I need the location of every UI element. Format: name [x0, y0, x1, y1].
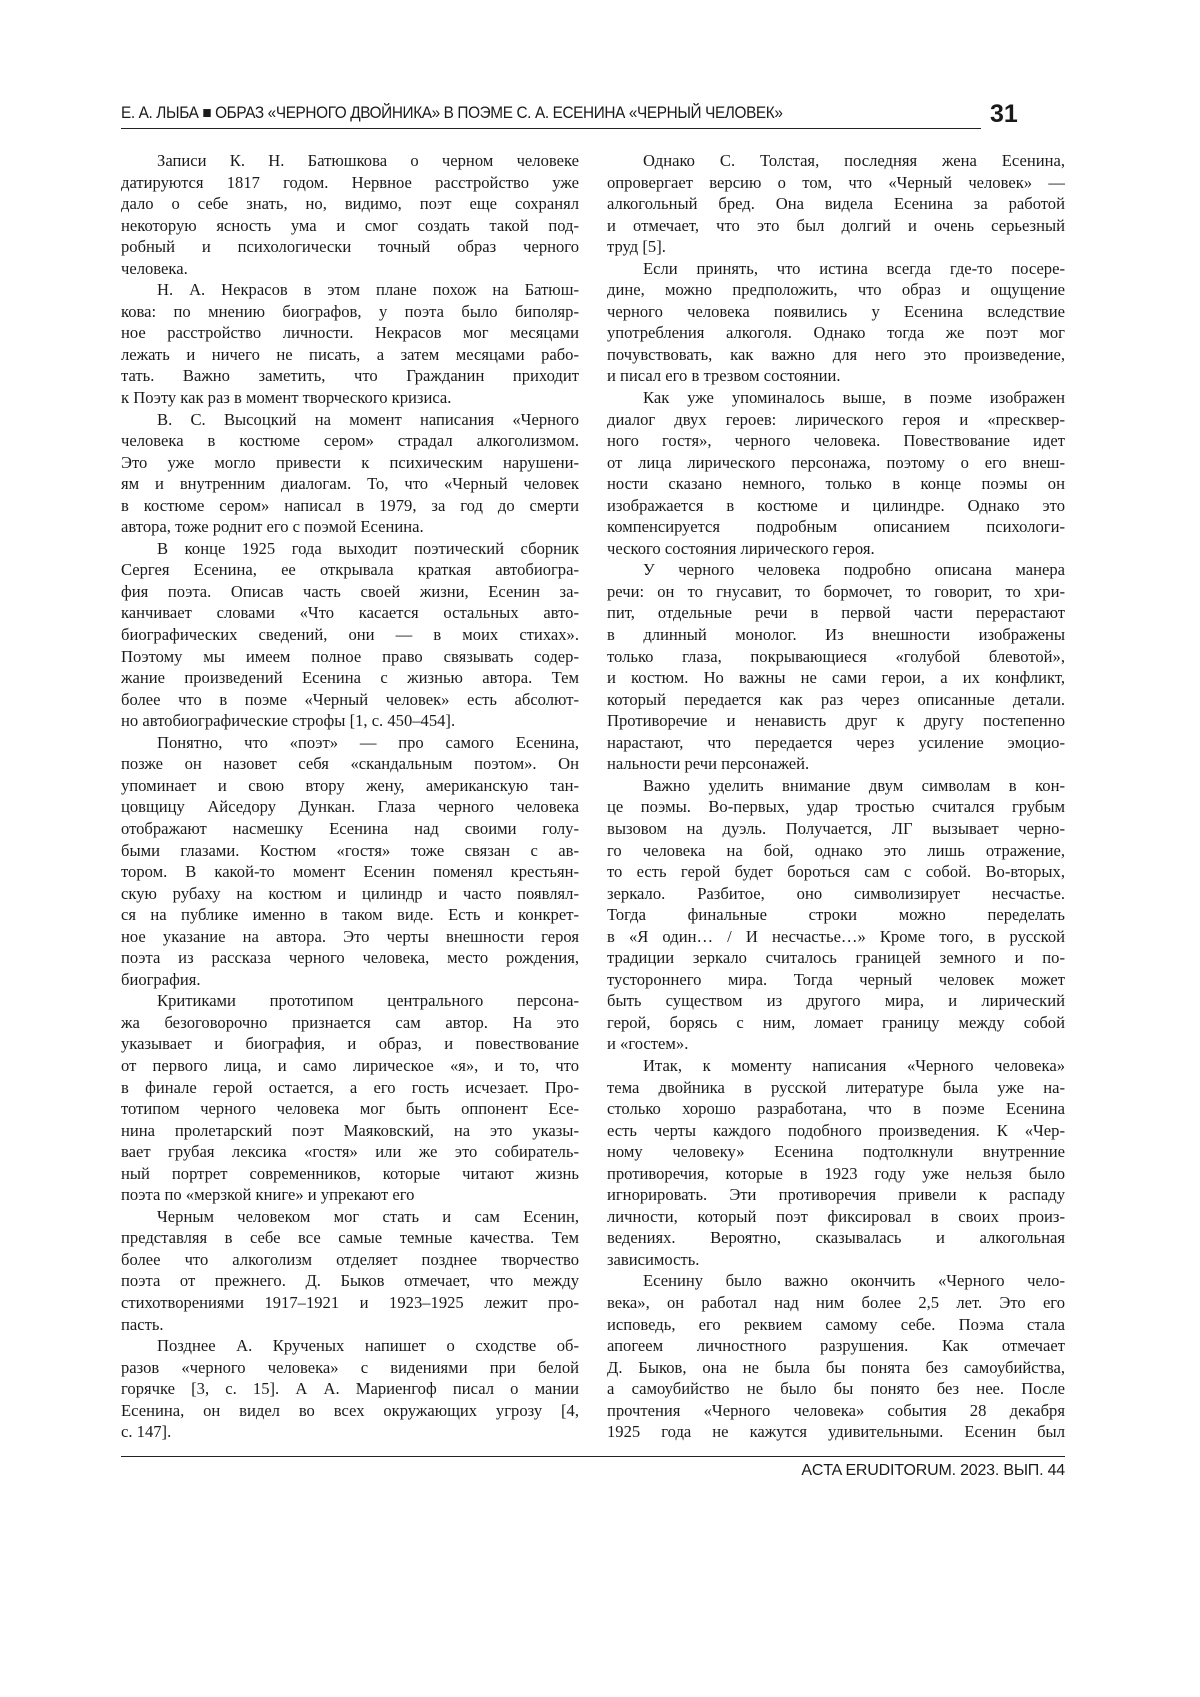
text-line: зеркало. Разбитое, оно символизирует несчастье.	[607, 883, 1065, 905]
text-line: употребления алкоголя. Однако тогда же поэт мог	[607, 322, 1065, 344]
paragraph	[121, 732, 579, 991]
text-line: игнорировать. Эти противоречия привели к распаду	[607, 1184, 1065, 1206]
text-line: и «гостем».	[607, 1033, 1065, 1055]
text-line: В конце 1925 года выходит поэтический сборник	[121, 538, 579, 560]
text-line: Противоречие и ненависть друг к другу постепенно	[607, 710, 1065, 732]
text-line: Понятно, что «поэт» — про самого Есенина,	[121, 732, 579, 754]
text-line: тотипом черного человека мог быть оппонент Есе-	[121, 1098, 579, 1120]
text-line: Позднее А. Крученых напишет о сходстве об-	[121, 1335, 579, 1357]
text-line: но автобиографические строфы [1, с. 450–454].	[121, 710, 579, 732]
text-line: диалог двух героев: лирического героя и «пресквер-	[607, 409, 1065, 431]
text-line: жа безоговорочно признается сам автор. На это	[121, 1012, 579, 1034]
paragraph	[121, 409, 579, 538]
text-line: Поэтому мы имеем полное право связывать содер-	[121, 646, 579, 668]
text-line: противоречия, которые в 1923 году уже нельзя было	[607, 1163, 1065, 1185]
text-line: биографических сведений, они — в моих стихах».	[121, 624, 579, 646]
text-line: биография.	[121, 969, 579, 991]
text-line: ное указание на автора. Это черты внешности героя	[121, 926, 579, 948]
text-line: более что в поэме «Черный человек» есть абсолют-	[121, 689, 579, 711]
text-line: только глаза, покрывающиеся «голубой блевотой»,	[607, 646, 1065, 668]
paragraph	[121, 279, 579, 408]
text-line: указывает и биография, и образ, и повествование	[121, 1033, 579, 1055]
text-line: канчивает словами «Что касается остальных авто-	[121, 602, 579, 624]
text-line: Итак, к моменту написания «Черного человека»	[607, 1055, 1065, 1077]
text-line: в длинный монолог. Из внешности изображены	[607, 624, 1065, 646]
text-line: кова: по мнению биографов, у поэта было биполяр-	[121, 301, 579, 323]
text-line: и писал его в трезвом состоянии.	[607, 365, 1065, 387]
text-line: с. 147].	[121, 1421, 579, 1443]
paragraph	[607, 1055, 1065, 1270]
text-line: ный портрет современников, которые читают жизнь	[121, 1163, 579, 1185]
text-line: Тогда финальные строки можно переделать	[607, 904, 1065, 926]
text-line: и отмечает, что это был долгий и очень серьезный	[607, 215, 1065, 237]
text-line: от первого лица, и само лирическое «я», и то, что	[121, 1055, 579, 1077]
text-line: го человека на бой, однако это лишь отражение,	[607, 840, 1065, 862]
text-line: в финале герой остается, а его гость исчезает. Про-	[121, 1077, 579, 1099]
text-line: У черного человека подробно описана манера	[607, 559, 1065, 581]
paragraph	[607, 150, 1065, 258]
text-line: быть существом из другого мира, и лирический	[607, 990, 1065, 1012]
text-line: столько хорошо разработана, что в поэме Есенина	[607, 1098, 1065, 1120]
text-line: позже он назовет себя «скандальным поэтом». Он	[121, 753, 579, 775]
text-line: робный и психологически точный образ черного	[121, 236, 579, 258]
text-line: ям и внутренним диалогам. То, что «Черный человек	[121, 473, 579, 495]
text-line: труд [5].	[607, 236, 1065, 258]
text-line: Черным человеком мог стать и сам Есенин,	[121, 1206, 579, 1228]
text-line: изображается в костюме и цилиндре. Однако это	[607, 495, 1065, 517]
text-line: апогеем личностного разрушения. Как отмечает	[607, 1335, 1065, 1357]
text-line: к Поэту как раз в момент творческого кризиса.	[121, 387, 579, 409]
text-line: поэта из рассказа черного человека, место рождения,	[121, 947, 579, 969]
text-line: поэта от прежнего. Д. Быков отмечает, что между	[121, 1270, 579, 1292]
paragraph	[607, 387, 1065, 559]
paragraph	[121, 1335, 579, 1443]
text-column-right	[607, 150, 1065, 1443]
text-line: то есть герой будет бороться сам с собой. Во-вторых,	[607, 861, 1065, 883]
text-line: герой, борясь с ним, ломает границу между собой	[607, 1012, 1065, 1034]
text-line: есть черты каждого подобного произведения. К «Чер-	[607, 1120, 1065, 1142]
text-line: скую рубаху на костюм и цилиндр и часто появлял-	[121, 883, 579, 905]
text-column-left	[121, 150, 579, 1443]
text-line: тать. Важно заметить, что Гражданин приходит	[121, 365, 579, 387]
text-line: который передается как раз через описанные детали.	[607, 689, 1065, 711]
paragraph	[121, 1206, 579, 1335]
text-line: вает грубая лексика «гостя» или же это собиратель-	[121, 1141, 579, 1163]
text-line: пасть.	[121, 1314, 579, 1336]
text-line: горячке [3, с. 15]. А А. Мариенгоф писал о мании	[121, 1378, 579, 1400]
page-number: 31	[990, 100, 1018, 128]
text-line: Если принять, что истина всегда где-то посере-	[607, 258, 1065, 280]
text-line: зависимость.	[607, 1249, 1065, 1271]
text-line: нальности речи персонажей.	[607, 753, 1065, 775]
text-line: В. С. Высоцкий на момент написания «Черного	[121, 409, 579, 431]
text-line: отображают насмешку Есенина над своими голу-	[121, 818, 579, 840]
text-line: дине, можно предположить, что образ и ощущение	[607, 279, 1065, 301]
text-line: Есенина, он видел во всех окружающих угрозу [4,	[121, 1400, 579, 1422]
text-line: Это уже могло привести к психическим нарушени-	[121, 452, 579, 474]
text-line: некоторую ясность ума и смог создать такой под-	[121, 215, 579, 237]
text-line: цовщицу Айседору Дункан. Глаза черного человека	[121, 796, 579, 818]
text-line: ное расстройство личности. Некрасов мог месяцами	[121, 322, 579, 344]
text-line: Н. А. Некрасов в этом плане похож на Батюш-	[121, 279, 579, 301]
text-line: человека.	[121, 258, 579, 280]
text-line: дало о себе знать, но, видимо, поэт еще сохранял	[121, 193, 579, 215]
text-line: це поэмы. Во-первых, удар тростью считался грубым	[607, 796, 1065, 818]
text-line: Записи К. Н. Батюшкова о черном человеке	[121, 150, 579, 172]
paragraph	[607, 258, 1065, 387]
text-line: Как уже упоминалось выше, в поэме изображен	[607, 387, 1065, 409]
text-line: тором. В какой-то момент Есенин поменял крестьян-	[121, 861, 579, 883]
text-line: прочтения «Черного человека» события 28 декабря	[607, 1400, 1065, 1422]
text-line: ности сказано немного, только в конце поэмы он	[607, 473, 1065, 495]
text-line: 1925 года не кажутся удивительными. Есенин был	[607, 1421, 1065, 1443]
text-line: Критиками прототипом центрального персона-	[121, 990, 579, 1012]
paragraph	[121, 990, 579, 1205]
footer-divider	[121, 1456, 1065, 1457]
text-line: алкогольный бред. Она видела Есенина за работой	[607, 193, 1065, 215]
text-line: Д. Быков, она не была бы понята без самоубийства,	[607, 1357, 1065, 1379]
paragraph	[607, 1270, 1065, 1442]
text-line: вызовом на дуэль. Получается, ЛГ вызывает черно-	[607, 818, 1065, 840]
text-line: черного человека появились у Есенина вследствие	[607, 301, 1065, 323]
text-line: Сергея Есенина, ее открывала краткая автобиогра-	[121, 559, 579, 581]
text-line: автора, тоже роднит его с поэмой Есенина.	[121, 516, 579, 538]
text-line: представляя в себе все самые темные качества. Тем	[121, 1227, 579, 1249]
text-line: нина пролетарский поэт Маяковский, на это указы-	[121, 1120, 579, 1142]
text-line: датируются 1817 годом. Нервное расстройство уже	[121, 172, 579, 194]
text-line: опровергает версию о том, что «Черный человек» —	[607, 172, 1065, 194]
text-line: быми глазами. Костюм «гостя» тоже связан с ав-	[121, 840, 579, 862]
text-line: ся на публике именно в таком виде. Есть и конкрет-	[121, 904, 579, 926]
running-header	[121, 102, 981, 129]
text-line: тустороннего мира. Тогда черный человек может	[607, 969, 1065, 991]
text-line: традиции зеркало считалось границей земного и по-	[607, 947, 1065, 969]
text-line: лежать и ничего не писать, а затем месяцами рабо-	[121, 344, 579, 366]
text-line: и костюм. Но важны не сами герои, а их конфликт,	[607, 667, 1065, 689]
text-line: упоминает и свою втору жену, американскую тан-	[121, 775, 579, 797]
text-line: ному человеку» Есенина подтолкнули внутренние	[607, 1141, 1065, 1163]
text-line: более что алкоголизм отделяет позднее творчество	[121, 1249, 579, 1271]
text-line: почувствовать, как важно для него это произведение,	[607, 344, 1065, 366]
text-line: а самоубийство не было бы понято без нее. После	[607, 1378, 1065, 1400]
text-line: компенсируется подробным описанием психологи-	[607, 516, 1065, 538]
text-line: от лица лирического персонажа, поэтому о его внеш-	[607, 452, 1065, 474]
text-line: личности, который поэт фиксировал в своих произ-	[607, 1206, 1065, 1228]
paragraph	[607, 559, 1065, 774]
text-line: Есенину было важно окончить «Черного чело-	[607, 1270, 1065, 1292]
running-title: Е. А. ЛЫБА ■ ОБРАЗ «ЧЕРНОГО ДВОЙНИКА» В ПОЭМЕ С. А. ЕСЕНИНА «ЧЕРНЫЙ ЧЕЛОВЕК»	[121, 102, 783, 124]
text-line: жание произведений Есенина с жизнью автора. Тем	[121, 667, 579, 689]
text-line: пит, отдельные речи в первой части перерастают	[607, 602, 1065, 624]
journal-footer: ACTA ERUDITORUM. 2023. ВЫП. 44	[801, 1462, 1065, 1480]
text-line: ного гостя», черного человека. Повествование идет	[607, 430, 1065, 452]
text-line: Важно уделить внимание двум символам в кон-	[607, 775, 1065, 797]
text-line: Однако С. Толстая, последняя жена Есенина,	[607, 150, 1065, 172]
text-line: стихотворениями 1917–1921 и 1923–1925 лежит про-	[121, 1292, 579, 1314]
text-line: исповедь, его реквием самому себе. Поэма стала	[607, 1314, 1065, 1336]
text-line: тема двойника в русской литературе была уже на-	[607, 1077, 1065, 1099]
text-line: в костюме сером» написал в 1979, за год до смерти	[121, 495, 579, 517]
paragraph	[121, 150, 579, 279]
paragraph	[607, 775, 1065, 1055]
paragraph	[121, 538, 579, 732]
text-line: фия поэта. Описав часть своей жизни, Есенин за-	[121, 581, 579, 603]
text-line: поэта по «мерзкой книге» и упрекают его	[121, 1184, 579, 1206]
text-line: ческого состояния лирического героя.	[607, 538, 1065, 560]
text-line: нарастают, что передается через усиление эмоцио-	[607, 732, 1065, 754]
text-line: века», он работал над ним более 2,5 лет. Это его	[607, 1292, 1065, 1314]
text-line: ведениях. Вероятно, сказывалась и алкогольная	[607, 1227, 1065, 1249]
text-line: человека в костюме сером» страдал алкоголизмом.	[121, 430, 579, 452]
text-line: речи: он то гнусавит, то бормочет, то говорит, то хри-	[607, 581, 1065, 603]
text-line: в «Я один… / И несчастье…» Кроме того, в русской	[607, 926, 1065, 948]
text-line: разов «черного человека» с видениями при белой	[121, 1357, 579, 1379]
